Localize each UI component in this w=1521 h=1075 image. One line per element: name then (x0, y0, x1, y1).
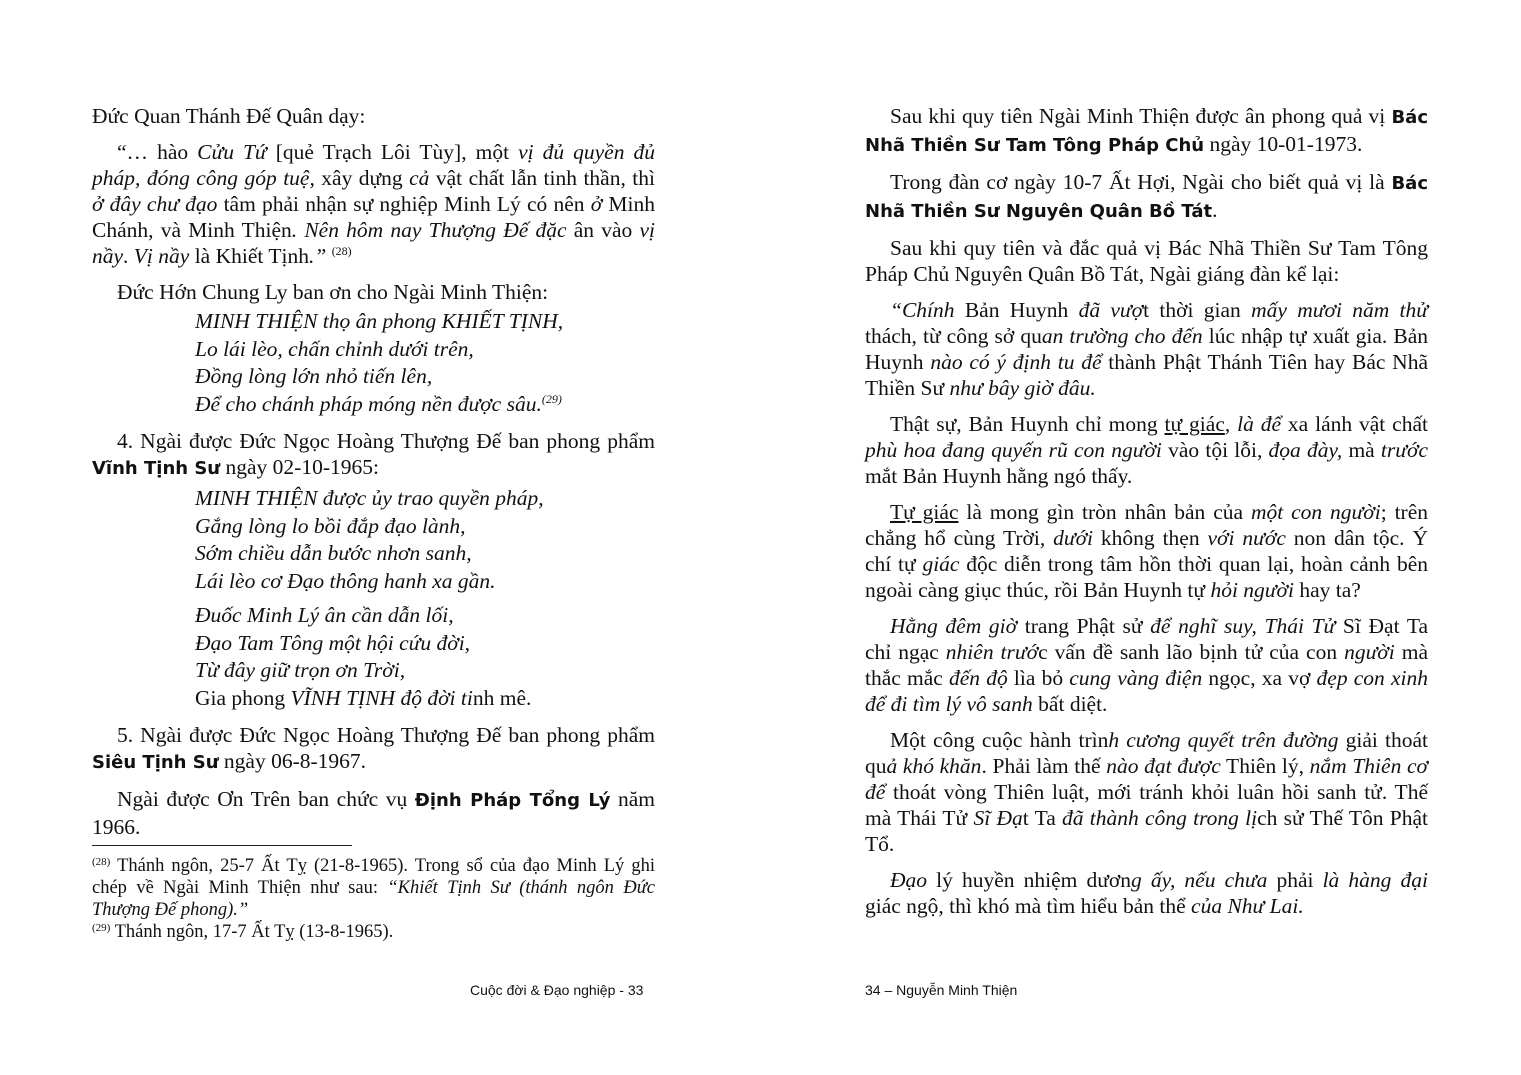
text-run: đã thành công trong lị (1062, 806, 1258, 830)
text-run: mà thắc mắc (865, 640, 1428, 690)
text-run: ở (590, 192, 603, 216)
text-run: . (123, 244, 134, 268)
text-run: , (1224, 412, 1238, 436)
text-run: ch sử Thế Tôn Phật Tổ. (865, 806, 1428, 856)
footnote-quote: “Khiết Tịnh Sư (thánh ngôn Đức Thượng Đế phong).” (92, 878, 655, 920)
footnote-28 (92, 855, 655, 921)
text-run: độc diễn trong tâm hồn thời quan lại, hoàn cảnh bên ngoài càng giục thúc, rồi Bản Huynh tự (865, 552, 1428, 602)
item-4-text: 4. Ngài được Đức Ngọc Hoàng Thượng Đế ban phong phẩm (117, 429, 655, 453)
text-run: ở đây chư đạo (92, 192, 218, 216)
footnotes (92, 855, 655, 943)
text-run: ngọc, xa vợ (1202, 666, 1317, 690)
text-run: g ấy, nếu chưa (1130, 868, 1268, 892)
footnote-mark: (29) (92, 922, 111, 934)
text-run: với nước (1207, 526, 1286, 550)
title-bac-nha-bo-tat: Bác Nhã Thiền Sư Nguyên Quân Bồ Tát (865, 173, 1428, 222)
item-6-title: Định Pháp Tổng Lý (414, 790, 611, 811)
text-run: giác (922, 552, 960, 576)
text-run: c vấn đề sanh lão bịnh tử của con (1038, 640, 1345, 664)
text-run: Bản Huynh (954, 298, 1079, 322)
text-run: “Chính (890, 298, 955, 322)
text-run: tâm phải nhận sự nghiệp Minh Lý có nên (217, 192, 591, 216)
text-run: Đạo (890, 868, 928, 892)
text-run: là Khiết Tịnh (189, 244, 309, 268)
item-5-title: Siêu Tịnh Sư (92, 752, 219, 773)
text-run: mấy mươi năm thử (1251, 298, 1428, 322)
text-run: tự giác (1164, 412, 1225, 436)
paragraph-text: Sau khi quy tiên Ngài Minh Thiện được ân phong quả vị (890, 104, 1392, 128)
text-run: giải thoát qu (865, 728, 1428, 778)
item-4 (92, 428, 655, 482)
text-run: Thật sự, Bản Huynh chỉ mong (890, 412, 1165, 436)
right-paragraph-1 (865, 103, 1428, 159)
right-paragraph-3: Sau khi quy tiên và đắc quả vị Bác Nhã Thiền Sư Tam Tông Pháp Chủ Nguyên Quân Bồ Tát, Ngài giáng đàn kể lại: (865, 236, 1428, 286)
text-run: t thời gian (1143, 298, 1252, 322)
quote-paragraph (92, 139, 655, 269)
verse-line: MINH THIỆN được ủy trao quyền pháp, (195, 486, 544, 510)
intro-paragraph: Đức Hớn Chung Ly ban ơn cho Ngài Minh Thiện: (117, 280, 549, 304)
paragraph-date: ngày 10-01-1973. (1204, 132, 1363, 156)
verse-line: Đồng lòng lớn nhỏ tiến lên, (195, 364, 433, 388)
verse-block-1 (195, 308, 655, 418)
text-run: đã vượ (1078, 298, 1144, 322)
text-run: cả (409, 166, 430, 190)
text-run: bất diệt. (1032, 692, 1108, 716)
text-run: thành Phật Thánh Tiên hay Bác Nhã Thiền Sư (865, 350, 1429, 400)
text-run: xa lánh vật chất (1281, 412, 1428, 436)
item-5-date: ngày 06-8-1967. (218, 749, 367, 773)
text-run: Một công cuộc hành trìn (890, 728, 1109, 752)
paragraph-text: . (1212, 198, 1218, 222)
left-heading: Đức Quan Thánh Đế Quân dạy: (92, 104, 366, 128)
text-run: nào đạt được (1106, 754, 1221, 778)
text-run: .” (308, 244, 327, 268)
quote-paragraph (865, 867, 1428, 919)
text-run: đẹp con xinh để đi tìm lý vô sanh (865, 666, 1428, 716)
verse-line: Lo lái lèo, chấn chỉnh dưới trên, (195, 336, 474, 361)
text-run: trang Phật sử (1017, 614, 1151, 638)
quote-paragraph (865, 411, 1428, 489)
text-run: đọa đày, (1268, 438, 1343, 462)
footnote-ref: (28) (331, 244, 352, 258)
footnote-mark: (28) (92, 856, 111, 868)
text-run: h cương quyết trên đường (1108, 728, 1339, 752)
verse-line-text: nh mê. (472, 685, 532, 710)
text-run: không thẹn (1093, 526, 1208, 550)
verse-block-2 (195, 485, 655, 712)
text-run: . Phải làm thế (981, 754, 1107, 778)
text-run: thoát vòng Thiên luật, mới tránh khỏi luân hồi sanh tử. Thế mà Thái Tử (865, 780, 1428, 830)
footnote-ref: (29) (541, 391, 562, 406)
verse-line: MINH THIỆN thọ ân phong KHIẾT TỊNH, (195, 309, 564, 333)
item-6-text: Ngài được Ơn Trên ban chức vụ (117, 787, 415, 811)
text-run: vị đủ quyền đủ pháp, đóng công góp tuệ, (92, 140, 655, 190)
text-run: [quẻ Trạch Lôi Tùy], một (266, 140, 519, 164)
text-run: trước (1380, 438, 1429, 462)
verse-line-text: Để cho chánh pháp móng nền được sâu. (195, 391, 542, 416)
text-run: cung vàng điện (1069, 666, 1203, 690)
item-6 (92, 786, 655, 840)
text-run: xây dựng (314, 166, 410, 190)
text-run: nào có ý định tu để (930, 350, 1102, 374)
text-run: để nghĩ suy, Thái Tử (1150, 614, 1336, 638)
text-run: ả khó khăn (886, 754, 982, 778)
text-run: an trường cho đến (1041, 324, 1203, 348)
item-4-title: Vĩnh Tịnh Sư (92, 458, 221, 479)
text-run: Vị nầy (133, 244, 190, 268)
verse-line: Lái lèo cơ Đạo thông hanh xa gần. (195, 568, 496, 593)
text-run: là để (1237, 412, 1282, 436)
text-run: . Nên hôm nay Thượng Đế đặc (291, 218, 567, 242)
footnote-text: Thánh ngôn, 17-7 Ất Tỵ (13-8-1965). (110, 922, 394, 942)
text-run: là mong gìn tròn nhân bản của (958, 500, 1251, 524)
text-run: lý huyền nhiệm dươn (927, 868, 1131, 892)
text-run: ân vào (566, 218, 640, 242)
left-page (92, 0, 655, 942)
text-run: mắt Bản Huynh hằng ngó thấy. (865, 464, 1133, 488)
page-number-left: Cuộc đời & Đạo nghiệp - 33 (470, 982, 644, 998)
text-run: vật chất lẫn tinh thần, thì (429, 166, 655, 190)
verse-line: Đuốc Minh Lý ân cần dẫn lối, (195, 603, 454, 627)
text-run: giác ngộ, thì khó mà tìm hiểu bản thể (865, 894, 1192, 918)
text-run: Tự giác (890, 500, 959, 524)
text-run: Thiên lý, (1220, 754, 1310, 778)
footnote-text: Thánh ngôn, 25-7 Ất Tỵ (21-8-1965). Trong sổ của đạo Minh Lý ghi chép về Ngài Minh Thiện như sau: (92, 856, 655, 898)
text-run: hỏi người (1210, 578, 1294, 602)
item-5-text: 5. Ngài được Đức Ngọc Hoàng Thượng Đế ban phong phẩm (117, 723, 655, 747)
text-run: phù hoa đang quyến rũ con người (865, 438, 1162, 462)
verse-line (195, 391, 655, 419)
verse-line: Gắng lòng lo bồi đắp đạo lành, (195, 513, 466, 538)
title-bac-nha-phap-chu: Bác Nhã Thiền Sư Tam Tông Pháp Chủ (865, 107, 1428, 156)
text-run: lúc nhập tự xuất gia. Bản Huynh (865, 324, 1428, 374)
verse-line: Đạo Tam Tông một hội cứu đời, (195, 630, 471, 655)
text-run: ; trên chẳng hổ cùng Trời (865, 500, 1428, 550)
footnote-divider (92, 845, 352, 846)
text-run: thách, từ công sở qu (865, 324, 1042, 348)
text-run: t Ta (1022, 806, 1063, 830)
item-6-year: năm 1966. (92, 787, 655, 839)
verse-line-text: Gia phong (195, 685, 291, 710)
text-run: một con người (1250, 500, 1381, 524)
footnote-29 (92, 921, 655, 943)
text-run: vị nầy (92, 218, 655, 268)
quote-paragraph (865, 613, 1428, 717)
text-run: hay ta? (1293, 578, 1361, 602)
right-paragraph-2 (865, 169, 1428, 225)
text-run: Hằng đêm giờ (890, 614, 1018, 638)
quote-paragraph (865, 727, 1428, 857)
verse-line: Từ đây giữ trọn ơn Trời, (195, 658, 406, 682)
item-4-date: ngày 02-10-1965: (220, 455, 379, 479)
paragraph-text: Trong đàn cơ ngày 10-7 Ất Hợi, Ngài cho biết quả vị là (890, 170, 1392, 194)
text-run: Cửu Tứ (197, 140, 267, 164)
text-run: nhiên trướ (945, 640, 1039, 664)
text-run: người (1344, 640, 1395, 664)
text-run: Sĩ Đạt Ta chỉ ngạc (865, 614, 1428, 664)
text-run: như bây giờ đâu. (949, 376, 1096, 400)
verse-line-text: VĨNH TỊNH độ đời ti (290, 685, 473, 710)
text-run: non dân tộc. Ý chí tự (865, 526, 1428, 576)
text-run: của Như Lai. (1191, 894, 1304, 918)
page-number-right: 34 – Nguyễn Minh Thiện (865, 982, 1018, 998)
text-run: Sĩ Đạ (973, 806, 1023, 830)
text-run: “… hào (117, 140, 198, 164)
text-run: vào tội lỗi, (1161, 438, 1269, 462)
text-run: mà (1342, 438, 1381, 462)
quote-paragraph (865, 499, 1428, 603)
text-run: Minh Chánh, và Minh Thiện (92, 192, 655, 242)
text-run: lìa bỏ (1007, 666, 1070, 690)
text-run: đến độ (948, 666, 1008, 690)
item-5 (92, 722, 655, 776)
verse-line: Sớm chiều dẫn bước nhơn sanh, (195, 541, 472, 565)
verse-line (195, 685, 655, 713)
text-run: , dưới (1039, 526, 1094, 550)
text-run: nắm Thiên cơ để (865, 754, 1429, 804)
right-page (865, 0, 1428, 919)
text-run: phải (1267, 868, 1323, 892)
text-run: là hàng đại (1322, 868, 1428, 892)
quote-paragraph (865, 297, 1428, 401)
